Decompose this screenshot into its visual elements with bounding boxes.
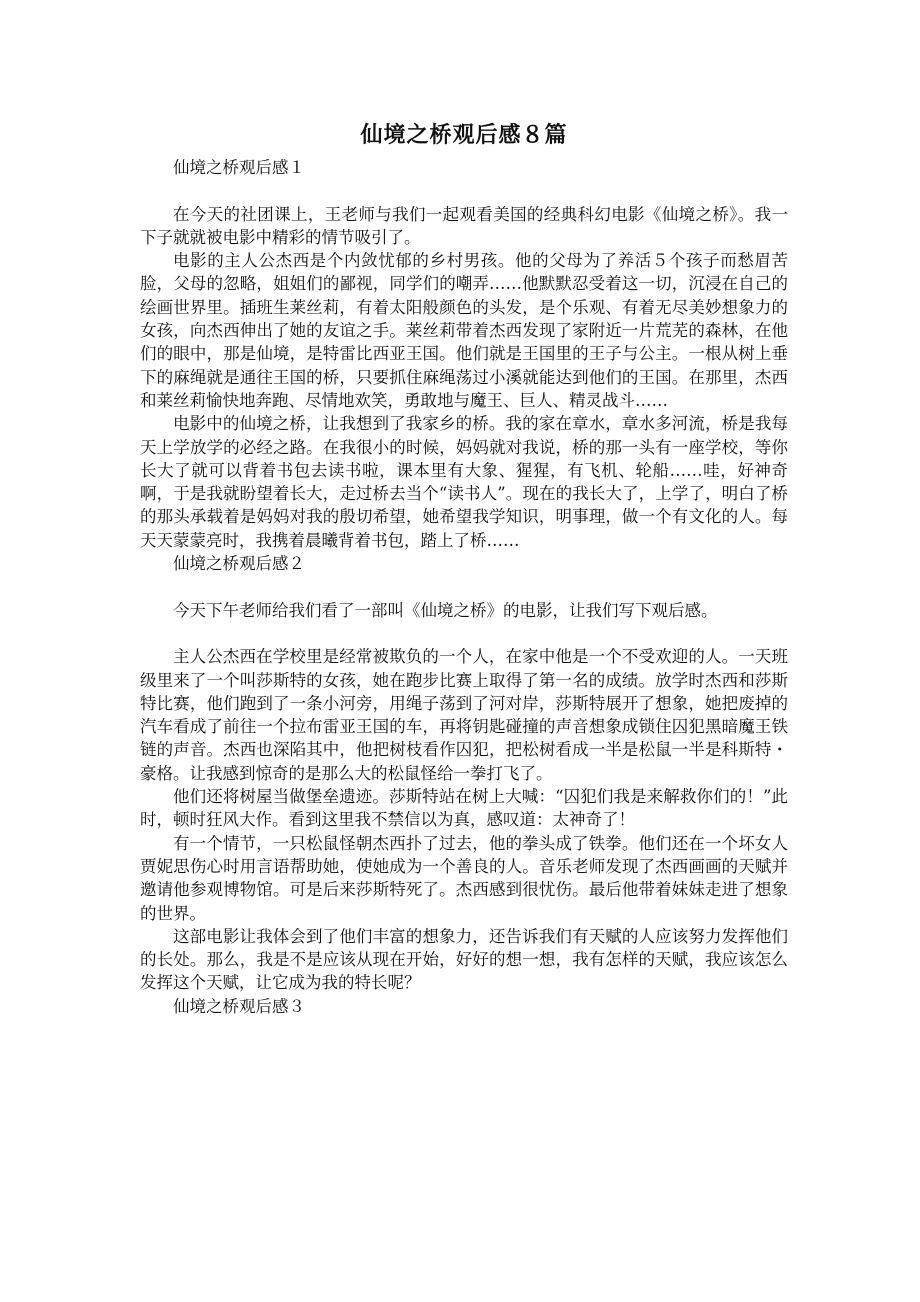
spacer — [140, 575, 788, 598]
paragraph: 电影中的仙境之桥，让我想到了我家乡的桥。我的家在章水，章水多河流，桥是我每天上学放学的必经之路。在我很小的时候，妈妈就对我说，桥的那一头有一座学校，等你长大了就可以背着书包去读书啦，课本里有大象、猩猩，有飞机、轮船……哇，好神奇啊，于是我就盼望着长大，走过桥去当个“读书人”。现在的我长大了，上学了，明白了桥的那头承载着是妈妈对我的殷切希望，她希望我学知识，明事理，做一个有文化的人。每天天蒙蒙亮时，我携着晨曦背着书包，踏上了桥…… — [140, 414, 788, 550]
spacer — [140, 622, 788, 645]
paragraph: 他们还将树屋当做堡垒遗迹。莎斯特站在树上大喊：“囚犯们我是来解救你们的！”此时，顿时狂风大作。看到这里我不禁信以为真，感叹道：太神奇了！ — [140, 787, 788, 830]
paragraph-intro: 今天下午老师给我们看了一部叫《仙境之桥》的电影，让我们写下观后感。 — [173, 600, 718, 620]
section-heading-1: 仙境之桥观后感１ — [173, 158, 305, 177]
section-heading-2: 仙境之桥观后感２ — [173, 554, 305, 574]
paragraph: 在今天的社团课上，王老师与我们一起观看美国的经典科幻电影《仙境之桥》。我一下子就就被电影中精彩的情节吸引了。 — [140, 204, 788, 247]
spacer — [140, 179, 788, 202]
document-title: 仙境之桥观后感８篇 — [360, 122, 568, 148]
paragraph: 这部电影让我体会到了他们丰富的想象力，还告诉我们有天赋的人应该努力发挥他们的长处。那么，我是不是应该从现在开始，好好的想一想，我有怎样的天赋，我应该怎么发挥这个天赋，让它成为我的特长呢？ — [140, 926, 788, 993]
document-page — [140, 118, 788, 1018]
paragraph: 电影的主人公杰西是个内敛忧郁的乡村男孩。他的父母为了养活５个孩子而愁眉苦脸，父母的忽略，姐姐们的鄙视，同学们的嘲弄……他默默忍受着这一切，沉浸在自己的绘画世界里。插班生莱丝莉，有着太阳般颜色的头发，是个乐观、有着无尽美妙想象力的女孩，向杰西伸出了她的友谊之手。莱丝莉带着杰西发现了家附近一片荒芜的森林，在他们的眼中，那是仙境，是特雷比西亚王国。他们就是王国里的王子与公主。一根从树上垂下的麻绳就是通往王国的桥，只要抓住麻绳荡过小溪就能达到他们的王国。在那里，杰西和莱丝莉愉快地奔跑、尽情地欢笑，勇敢地与魔王、巨人、精灵战斗…… — [140, 251, 788, 410]
paragraph: 有一个情节，一只松鼠怪朝杰西扑了过去，他的拳头成了铁拳。他们还在一个坏女人贾妮思伤心时用言语帮助她，使她成为一个善良的人。音乐老师发现了杰西画画的天赋并邀请他参观博物馆。可是后来莎斯特死了。杰西感到很忧伤。最后他带着妹妹走进了想象的世界。 — [140, 833, 788, 923]
section-heading-3: 仙境之桥观后感３ — [173, 996, 305, 1016]
paragraph: 主人公杰西在学校里是经常被欺负的一个人，在家中他是一个不受欢迎的人。一天班级里来了一个叫莎斯特的女孩，她在跑步比赛上取得了第一名的成绩。放学时杰西和莎斯特比赛，他们跑到了一条小河旁，用绳子荡到了河对岸，莎斯特展开了想象，她把废掉的汽车看成了前往一个拉布雷亚王国的车，再将钥匙碰撞的声音想象成锁住囚犯黑暗魔王铁链的声音。杰西也深陷其中，他把树枝看作囚犯，把松树看成一半是松鼠一半是科斯特・豪格。让我感到惊奇的是那么大的松鼠怪给一拳打飞了。 — [140, 647, 788, 783]
